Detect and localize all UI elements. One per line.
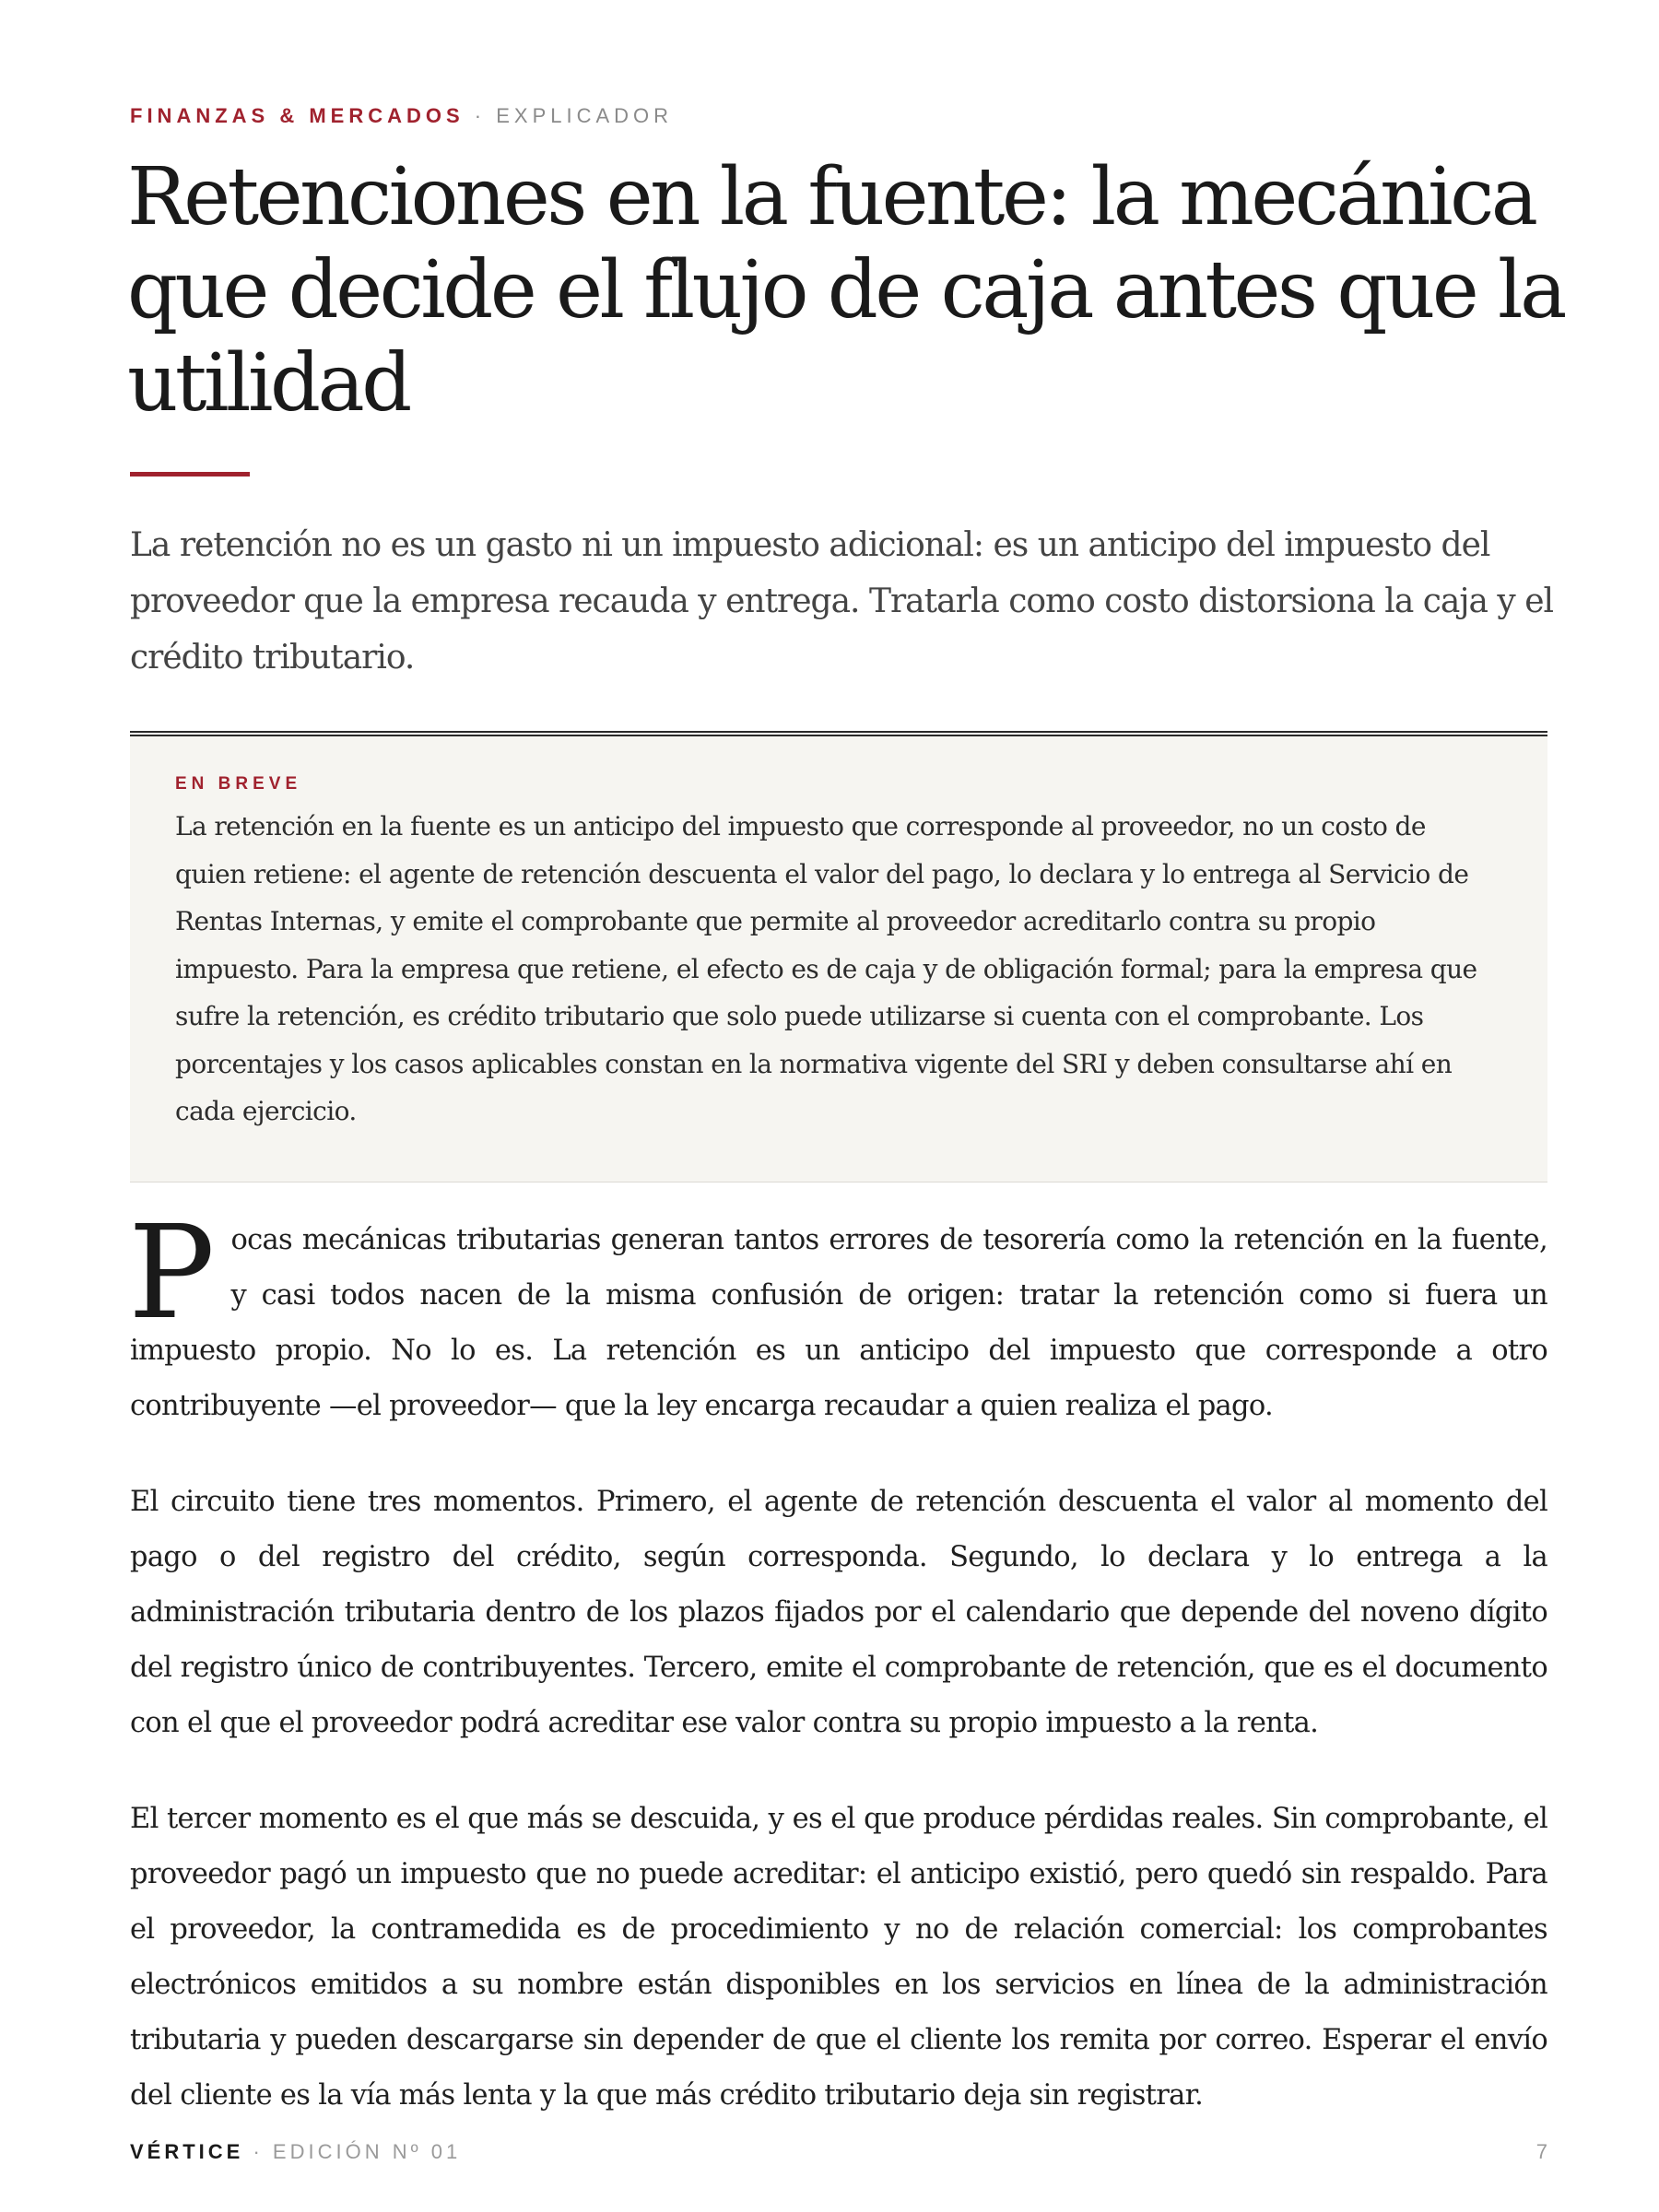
publication-name: VÉRTICE (130, 2140, 244, 2163)
page-footer (130, 2140, 1547, 2164)
article-body (128, 1198, 1547, 2164)
article-dek: La retención no es un gasto ni un impuesto adicional: es un anticipo del impuesto del proveedor que la empresa recauda y entrega. Tratarla como costo distorsiona la caja y el crédito tributario. (130, 526, 1554, 677)
body-paragraph: El tercer momento es el que más se descuida, y es el que produce pérdidas reales. Sin comprobante, el proveedor pagó un impuesto que no puede acreditar: el anticipo existió, pero quedó sin respaldo. Para el proveedor, la contramedida es de procedimiento y no de relación comercial: los comprobantes electrónicos emitidos a su nombre están disponibles en los servicios en línea de la administración tributaria y pueden descargarse sin depender de que el cliente los remita por correo. Esperar el envío del cliente es la vía más lenta y la que más crédito tributario deja sin registrar. (130, 1803, 1547, 2112)
article-page (127, 0, 1564, 2212)
body-paragraph: El circuito tiene tres momentos. Primero, el agente de retención descuenta el valor al momento del pago o del registro del crédito, según corresponda. Segundo, lo declara y lo entrega a la administración tributaria dentro de los plazos fijados por el calendario que depende del noveno dígito del registro único de contribuyentes. Tercero, emite el comprobante de retención, que es el documento con el que el proveedor podrá acreditar ese valor contra su propio impuesto a la renta. (130, 1486, 1547, 1739)
summary-label: EN BREVE (175, 774, 302, 794)
edition-label: EDICIÓN Nº 01 (272, 2140, 462, 2163)
page-number: 7 (1535, 2140, 1547, 2163)
title-accent-rule (130, 472, 250, 477)
summary-box (130, 731, 1547, 1182)
paragraph-text: ocas mecánicas tributarias generan tantos errores de tesorería como la retención en la fuente, y casi todos nacen de la misma confusión de origen: tratar la retención como si fuera un impuesto propio. No lo es. La retención es un anticipo del impuesto que corresponde a otro contribuyente —el proveedor— que la ley encarga recaudar a quien realiza el pago. (130, 1224, 1547, 1422)
summary-text: La retención en la fuente es un anticipo del impuesto que corresponde al proveedor, no un costo de quien retiene: el agente de retención descuenta el valor del pago, lo declara y lo entrega al Servicio de Rentas Internas, y emite el comprobante que permite al proveedor acreditarlo contra su propio impuesto. Para la empresa que retiene, el efecto es de caja y de obligación formal; para la empresa que sufre la retención, es crédito tributario que solo puede utilizarse si cuenta con el comprobante. Los porcentajes y los casos aplicables constan en la normativa vigente del SRI y deben consultarse ahí en cada ejercicio. (175, 811, 1477, 1126)
section-kicker (130, 104, 673, 128)
article-type-label: EXPLICADOR (496, 104, 674, 127)
footer-separator: · (243, 2140, 273, 2163)
body-paragraph (128, 1198, 1547, 1434)
kicker-separator: · (464, 104, 497, 127)
section-label[interactable]: FINANZAS & MERCADOS (130, 104, 465, 127)
article-title: Retenciones en la fuente: la mecánica que decide el flujo de caja antes que la utilidad (127, 151, 1564, 429)
drop-cap: P (128, 1198, 215, 1348)
